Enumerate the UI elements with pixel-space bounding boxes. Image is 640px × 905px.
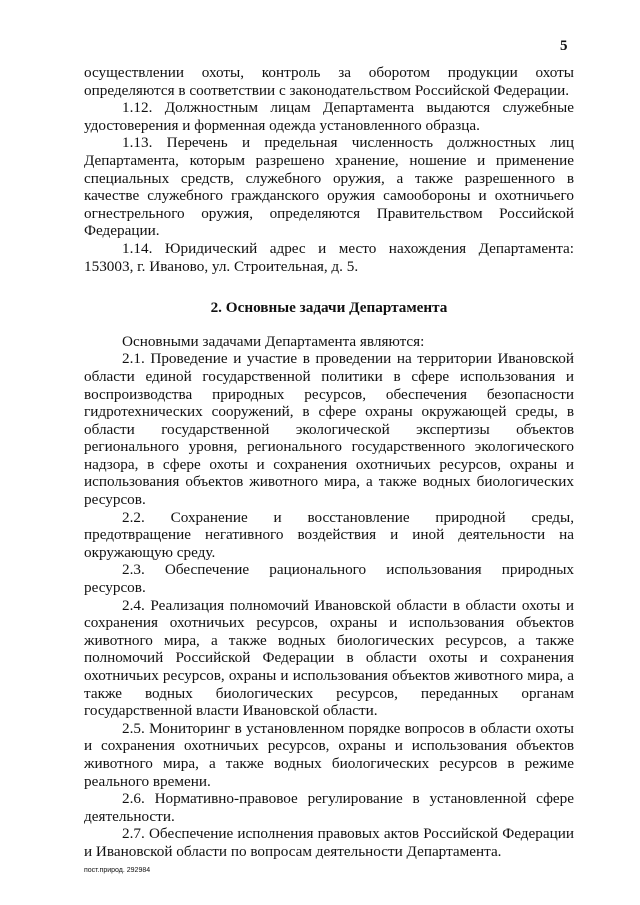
paragraph-1-13: 1.13. Перечень и предельная численность должностных лиц Департамента, которым разрешено хранение, ношение и применение специальных средств, служебного оружия, а также разрешенного в качестве служебного гражданского оружия самообороны и охотничьего огнестрельного оружия, определяются Правительством Российской Федерации. <box>84 134 574 240</box>
task-2-6: 2.6. Нормативно-правовое регулирование в установленной сфере деятельности. <box>84 790 574 825</box>
paragraph-1-12: 1.12. Должностным лицам Департамента выдаются служебные удостоверения и форменная одежда установленного образца. <box>84 99 574 134</box>
paragraph-continuation: осуществлении охоты, контроль за оборотом продукции охоты определяются в соответствии с законодательством Российской Федерации. <box>84 64 574 99</box>
document-body <box>84 64 574 861</box>
paragraph-1-14: 1.14. Юридический адрес и место нахождения Департамента: 153003, г. Иваново, ул. Строительная, д. 5. <box>84 239 574 275</box>
tasks-intro: Основными задачами Департамента являются: <box>122 332 425 350</box>
task-2-7: 2.7. Обеспечение исполнения правовых актов Российской Федерации и Ивановской области по вопросам деятельности Департамента. <box>84 825 574 860</box>
task-2-1: 2.1. Проведение и участие в проведении на территории Ивановской области единой государственной политики в сфере использования и воспроизводства природных ресурсов, обеспечения безопасности гидротехнических сооружений, в сфере охраны окружающей среды, в области государственной экологической экспертизы объектов регионального уровня, регионального государственного экологического надзора, в сфере охоты и сохранения охотничьих ресурсов, охраны и использования объектов животного мира, а также водных биологических ресурсов. <box>84 350 574 509</box>
task-2-3: 2.3. Обеспечение рационального использования природных ресурсов. <box>84 561 574 597</box>
task-2-4: 2.4. Реализация полномочий Ивановской области в области охоты и сохранения охотничьих ресурсов, охраны и использования объектов животного мира, а также водных биологических ресурсов, а также полномочий Российской Федерации в области охоты и сохранения охотничьих ресурсов, охраны и использования объектов животного мира, а также водных биологических ресурсов, переданных органам государственной власти Ивановской области. <box>84 596 574 720</box>
task-2-5: 2.5. Мониторинг в установленном порядке вопросов в области охоты и сохранения охотничьих ресурсов, охраны и использования объектов животного мира, а также водных биологических ресурсов в режиме реального времени. <box>84 719 574 790</box>
task-2-2: 2.2. Сохранение и восстановление природной среды, предотвращение негативного воздействия и иной деятельности на окружающую среду. <box>84 508 574 561</box>
footer-code: пост.природ. 292984 <box>84 867 151 874</box>
page-number: 5 <box>560 38 568 54</box>
section-heading: 2. Основные задачи Департамента <box>210 299 448 317</box>
